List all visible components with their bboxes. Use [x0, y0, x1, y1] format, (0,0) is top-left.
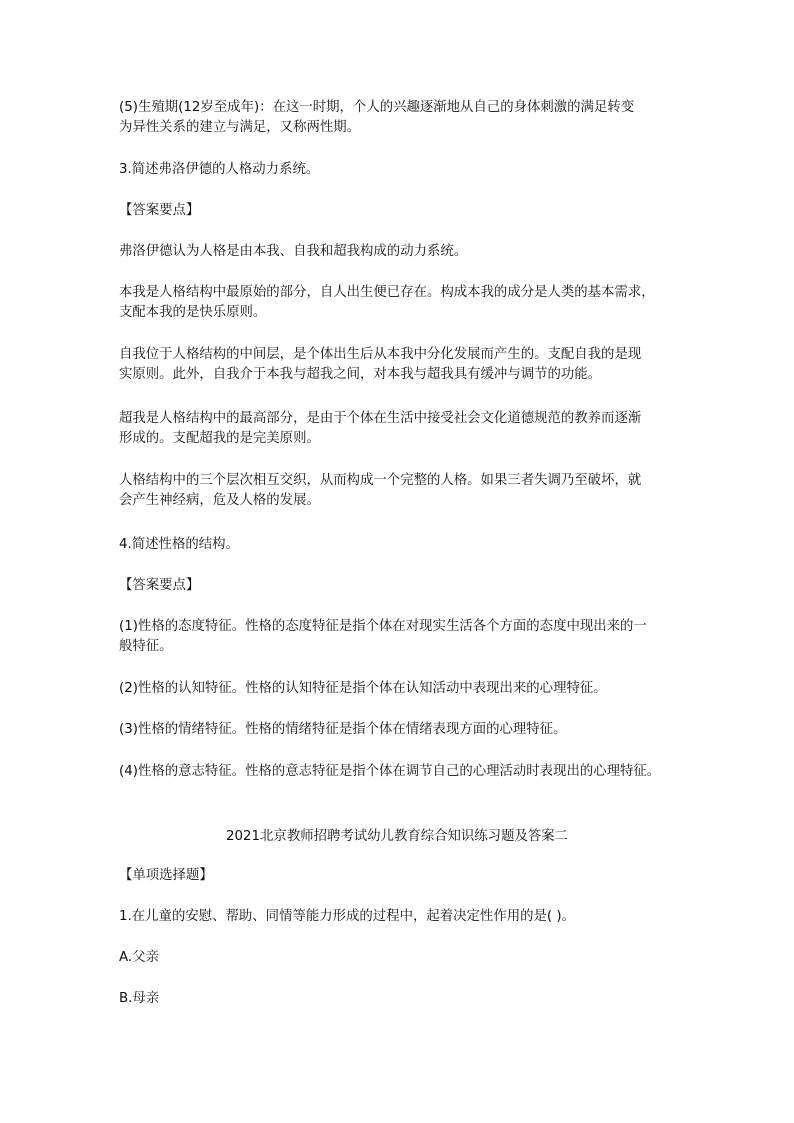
- text-line: 【答案要点】: [119, 203, 200, 218]
- text-line: 超我是人格结构中的最高部分，是由于个体在生活中接受社会文化道德规范的教养而逐渐: [119, 411, 642, 426]
- paragraph-superego: [119, 409, 689, 449]
- paragraph-emotional-trait: [119, 720, 689, 740]
- paragraph-cognitive-trait: [119, 679, 689, 699]
- text-line: (3)性格的情绪特征。性格的情绪特征是指个体在情绪表现方面的心理特征。: [119, 722, 567, 737]
- paragraph-id: [119, 283, 689, 323]
- text-line: 本我是人格结构中最原始的部分，自人出生便已存在。构成本我的成分是人类的基本需求，: [119, 285, 655, 300]
- text-line: 为异性关系的建立与满足，又称两性期。: [119, 120, 361, 135]
- text-line: 1.在儿童的安慰、帮助、同情等能力形成的过程中，起着决定性作用的是( )。: [119, 909, 575, 924]
- text-line: 4.简述性格的结构。: [119, 537, 239, 552]
- paragraph-attitude-trait: [119, 617, 689, 657]
- text-line: 般特征。: [119, 639, 173, 654]
- question-3: [119, 160, 689, 180]
- text-line: (2)性格的认知特征。性格的认知特征是指个体在认知活动中表现出来的心理特征。: [119, 681, 607, 696]
- section-heading-single-choice: [119, 866, 689, 886]
- question-4: [119, 535, 689, 555]
- option-a: [119, 948, 689, 968]
- text-line: (4)性格的意志特征。性格的意志特征是指个体在调节自己的心理活动时表现出的心理特征。: [119, 764, 661, 779]
- text-line: 自我位于人格结构的中间层，是个体出生后从本我中分化发展而产生的。支配自我的是现: [119, 347, 642, 362]
- answer-heading: [119, 576, 689, 596]
- option-b: [119, 989, 689, 1009]
- text-line: 【单项选择题】: [119, 868, 213, 883]
- text-line: A.父亲: [119, 950, 159, 965]
- text-line: 形成的。支配超我的是完美原则。: [119, 431, 320, 446]
- answer-heading: [119, 201, 689, 221]
- text-line: 会产生神经病，危及人格的发展。: [119, 493, 320, 508]
- text-line: 支配本我的是快乐原则。: [119, 305, 267, 320]
- text-line: B.母亲: [119, 991, 160, 1006]
- paragraph-genital-stage: [119, 98, 689, 138]
- paragraph-three-levels: [119, 471, 689, 511]
- text-line: 3.简述弗洛伊德的人格动力系统。: [119, 162, 320, 177]
- section-title: [0, 827, 794, 847]
- paragraph-ego: [119, 345, 689, 385]
- text-line: 2021北京教师招聘考试幼儿教育综合知识练习题及答案二: [225, 829, 569, 844]
- paragraph-dynamic-system: [119, 242, 689, 262]
- text-line: 人格结构中的三个层次相互交织，从而构成一个完整的人格。如果三者失调乃至破坏，就: [119, 473, 642, 488]
- paragraph-volition-trait: [119, 762, 689, 782]
- text-line: 实原则。此外，自我介于本我与超我之间，对本我与超我具有缓冲与调节的功能。: [119, 367, 602, 382]
- text-line: (1)性格的态度特征。性格的态度特征是指个体在对现实生活各个方面的态度中现出来的一: [119, 619, 647, 634]
- text-line: (5)生殖期(12岁至成年)：在这一时期，个人的兴趣逐渐地从自己的身体刺激的满足转变: [119, 100, 635, 115]
- text-line: 【答案要点】: [119, 578, 200, 593]
- text-line: 弗洛伊德认为人格是由本我、自我和超我构成的动力系统。: [119, 244, 468, 259]
- question-1: [119, 907, 689, 927]
